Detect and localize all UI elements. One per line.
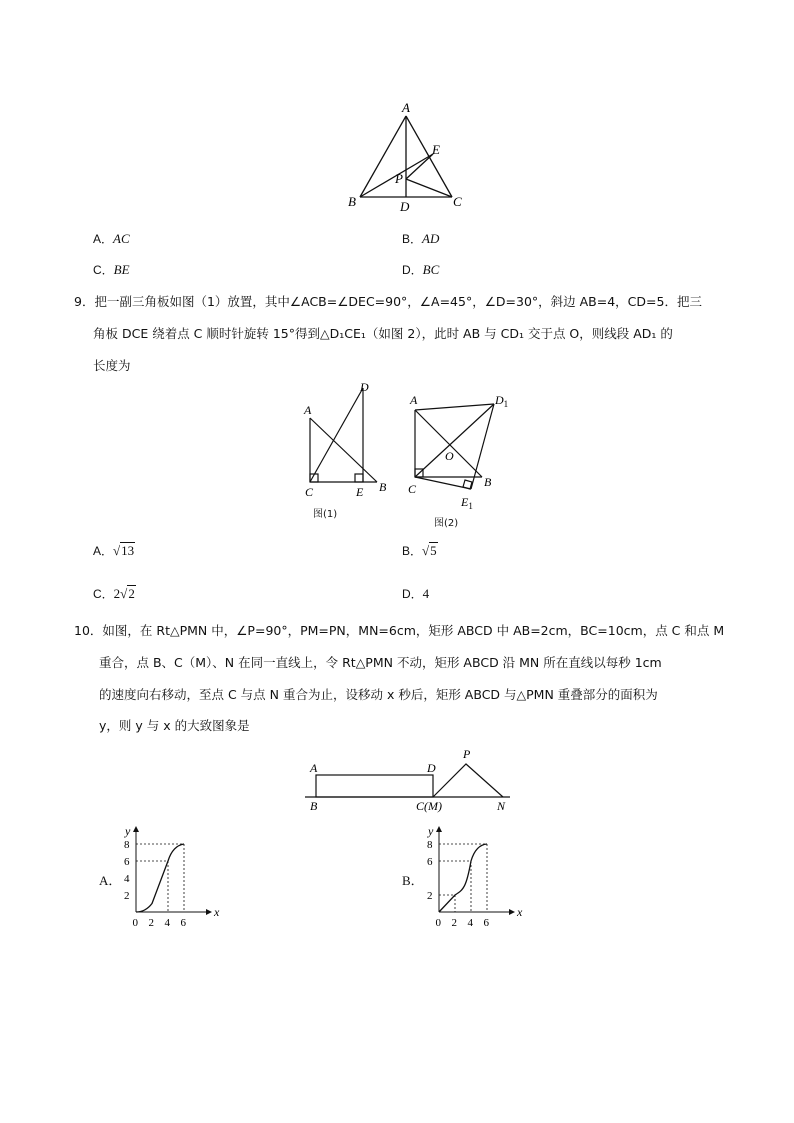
q10-line-4: y，则 y 与 x 的大致图象是 [99, 718, 250, 733]
q8-figure [340, 100, 470, 215]
x-axis-label: x [517, 905, 523, 919]
y-tick-label: 2 [124, 890, 130, 902]
q9-option-b[interactable]: B．√5 [402, 543, 437, 558]
q8-label-c: C [453, 194, 462, 209]
x-tick-label: 2 [451, 917, 457, 929]
q9-option-a[interactable]: A．√13 [93, 543, 135, 558]
q9-line-1: 9．把一副三角板如图（1）放置，其中∠ACB=∠DEC=90°，∠A=45°，∠D=30°，斜边 AB=4，CD=5．把三 [74, 294, 702, 309]
x-tick-label: 6 [180, 917, 186, 929]
q9f1-label-c: C [305, 485, 314, 499]
x-axis-label: x [214, 905, 220, 919]
q10-graph-b[interactable] [421, 822, 521, 930]
x-arrow-icon [206, 909, 212, 915]
q9-line-2: 角板 DCE 绕着点 C 顺时针旋转 15°得到△D₁CE₁（如图 2），此时 AB 与 CD₁ 交于点 O，则线段 AD₁ 的 [93, 326, 673, 341]
q10-label-b: B [310, 799, 318, 813]
y-tick-label: 8 [124, 839, 130, 851]
q9f2-label-c: C [408, 482, 417, 496]
y-axis-label: y [428, 824, 434, 838]
guide-line [136, 844, 184, 912]
q10-option-a-label[interactable]: A． [99, 873, 122, 888]
q10-label-cm: C(M) [416, 799, 442, 813]
q10-label-d: D [427, 761, 436, 775]
x-tick-label: 4 [164, 917, 170, 929]
q9f1-label-e: E [356, 485, 364, 499]
q8-label-e: E [432, 142, 440, 157]
sqrt-symbol: √13 [113, 543, 135, 558]
q9-option-c[interactable]: C．2√2 [93, 586, 135, 601]
q8-label-a: A [402, 100, 410, 115]
y-tick-label: 8 [427, 839, 433, 851]
q9f2-label-o: O [445, 449, 454, 463]
q9-figure-1 [298, 378, 398, 498]
q9f2-label-d1: $D_1$ [495, 393, 509, 409]
x-tick-label: 6 [483, 917, 489, 929]
q10-option-b-label[interactable]: B． [402, 873, 424, 888]
q10-label-n: N [497, 799, 506, 813]
q9-figure-1-caption: 图(1) [313, 509, 338, 520]
q10-label-p: P [463, 747, 471, 761]
y-arrow-icon [133, 826, 139, 832]
q9f1-label-b: B [379, 480, 387, 494]
q9f2-label-e1: $E_1$ [461, 495, 473, 511]
q8-label-d: D [400, 199, 410, 214]
q8-label-b: B [348, 194, 356, 209]
q10-figure [300, 742, 520, 814]
q9f2-label-a: A [410, 393, 418, 407]
x-tick-label: 0 [132, 917, 138, 929]
q9f1-label-d: D [360, 380, 369, 394]
y-tick-label: 4 [124, 873, 130, 885]
q10-line-1: 10．如图，在 Rt△PMN 中，∠P=90°，PM=PN，MN=6cm，矩形 ABCD 中 AB=2cm，BC=10cm，点 C 和点 M [74, 623, 725, 638]
q8-label-p: P [395, 171, 403, 186]
q9-option-d[interactable]: D．4 [402, 586, 430, 601]
q8-option-d[interactable]: D．BC [402, 262, 440, 277]
q9f1-label-a: A [304, 403, 312, 417]
y-tick-label: 2 [427, 890, 433, 902]
x-tick-label: 4 [467, 917, 473, 929]
series-curve [136, 844, 184, 912]
series-curve [439, 844, 487, 912]
y-axis-label: y [125, 824, 131, 838]
q10-label-a: A [310, 761, 318, 775]
y-tick-label: 6 [124, 856, 130, 868]
guide-line [439, 844, 487, 912]
x-arrow-icon [509, 909, 515, 915]
sqrt-symbol: √2 [120, 586, 135, 601]
q9f2-label-b: B [484, 475, 492, 489]
x-tick-label: 0 [435, 917, 441, 929]
y-arrow-icon [436, 826, 442, 832]
q8-option-b[interactable]: B．AD [402, 231, 440, 246]
q10-line-3: 的速度向右移动，至点 C 与点 N 重合为止，设移动 x 秒后，矩形 ABCD 与△PMN 重叠部分的面积为 [99, 687, 658, 702]
q8-option-c[interactable]: C．BE [93, 262, 130, 277]
x-tick-label: 2 [148, 917, 154, 929]
y-tick-label: 6 [427, 856, 433, 868]
q10-line-2: 重合，点 B、C（M）、N 在同一直线上，令 Rt△PMN 不动，矩形 ABCD 沿 MN 所在直线以每秒 1cm [99, 655, 662, 670]
q10-graph-a[interactable] [118, 822, 218, 930]
q8-option-a[interactable]: A．AC [93, 231, 130, 246]
q9-line-3: 长度为 [93, 358, 131, 373]
sqrt-symbol: √5 [422, 543, 437, 558]
q9-figure-2-caption: 图(2) [434, 518, 459, 529]
q9-figure-2 [405, 390, 525, 515]
